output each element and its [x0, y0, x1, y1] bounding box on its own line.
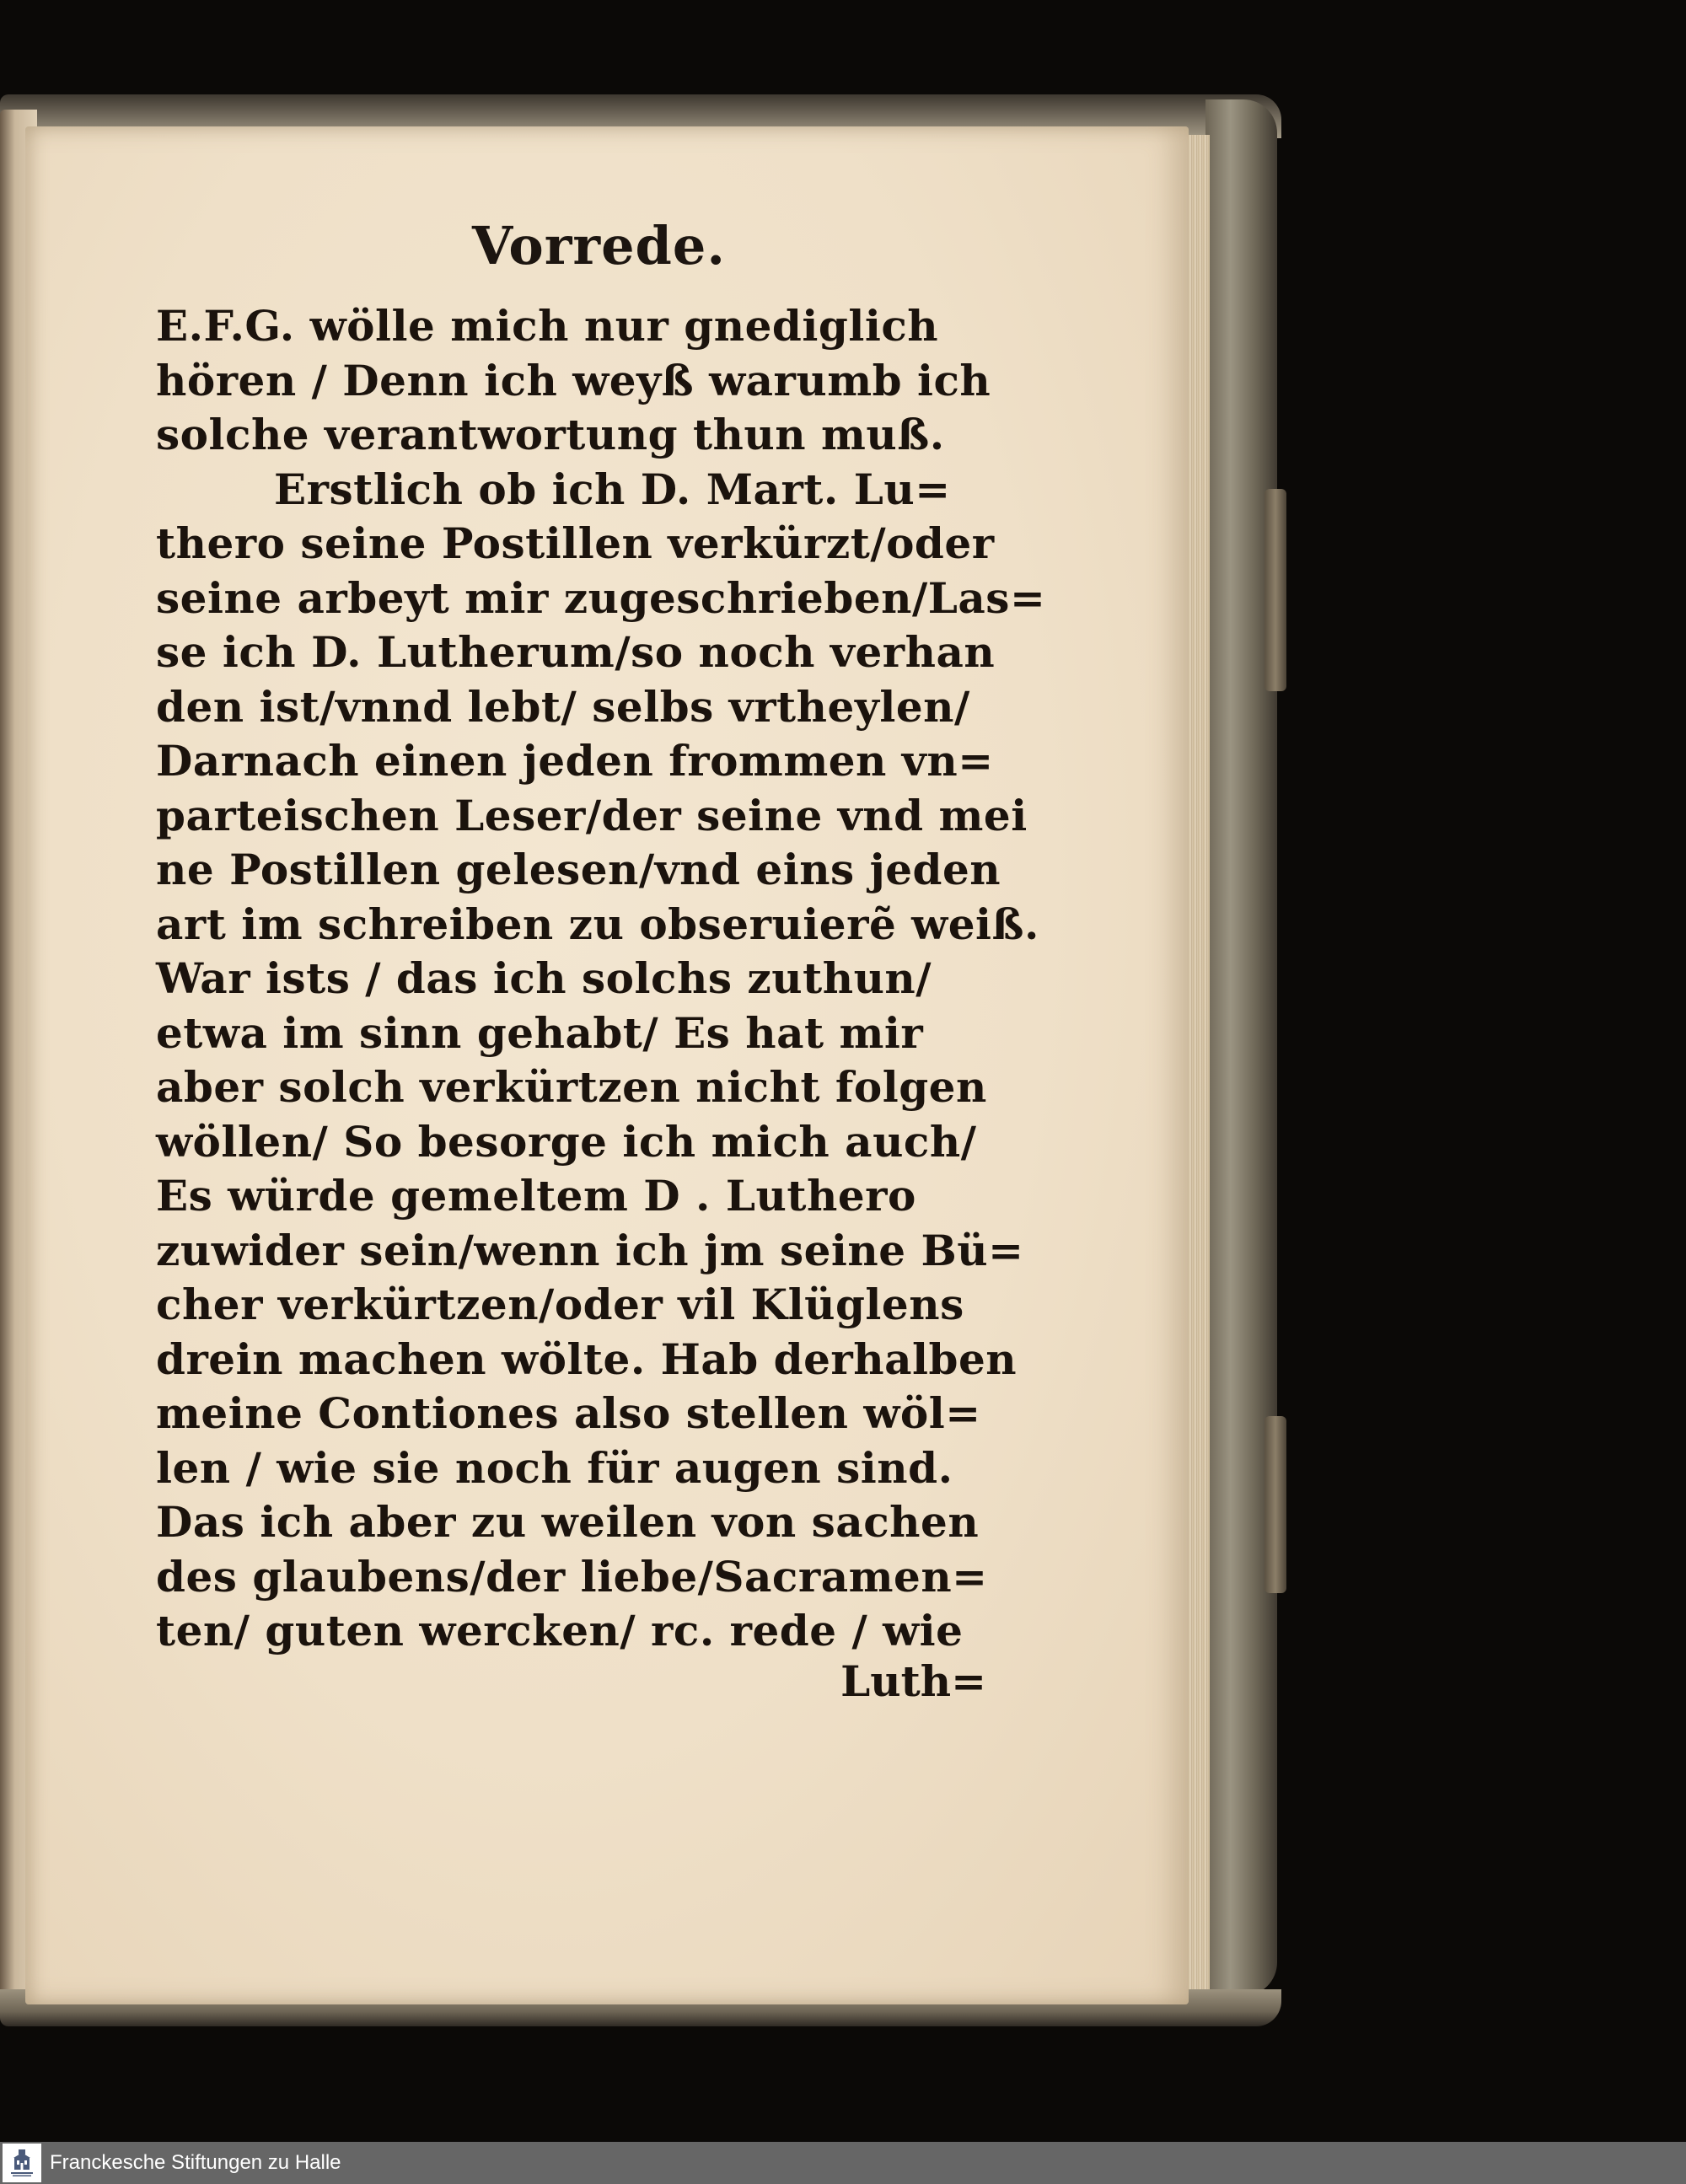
logo-graphic [9, 2148, 35, 2178]
catchword: Luth= [840, 1656, 986, 1706]
text-line: hören / Denn ich weyß warumb ich [156, 355, 991, 405]
text-line: drein machen wölte. Hab derhalben [156, 1333, 1018, 1384]
text-line: ten/ guten wercken/ rc. rede / wie [156, 1606, 964, 1655]
text-line: seine arbeyt mir zugeschrieben/Las= [156, 572, 1046, 623]
page-tab [1264, 489, 1286, 691]
text-line: Darnach einen jeden frommen vn= [156, 736, 994, 786]
text-line: len / wie sie noch für augen sind. [156, 1442, 953, 1493]
text-line: aber solch verkürtzen nicht folgen [156, 1062, 987, 1112]
text-line: War ists / das ich solchs zuthun/ [156, 953, 932, 1003]
text-line: meine Contiones also stellen wöl= [156, 1388, 981, 1438]
text-line: etwa im sinn gehabt/ Es hat mir [156, 1007, 924, 1058]
text-line: zuwider sein/wenn ich jm seine Bü= [156, 1225, 1024, 1275]
footer-bar [0, 2142, 1686, 2184]
francke-foundation-logo-icon [3, 2144, 41, 2182]
text-line: wöllen/ So besorge ich mich auch/ [156, 1116, 977, 1167]
text-line: E.F.G. wölle mich nur gnediglich [156, 301, 939, 351]
text-line: den ist/vnnd lebt/ selbs vrtheylen/ [156, 681, 970, 732]
text-line: art im schreiben zu obseruierẽ weiß. [156, 899, 1039, 949]
text-line: Es würde gemeltem D . Luthero [156, 1171, 916, 1221]
text-line: se ich D. Lutherum/so noch verhan [156, 627, 996, 677]
text-body [156, 299, 1046, 1659]
text-line: thero seine Postillen verkürzt/oder [156, 518, 995, 568]
text-line: solche verantwortung thun muß. [156, 410, 945, 459]
text-line: Erstlich ob ich D. Mart. Lu= [274, 464, 951, 514]
footer-institution-label: Franckesche Stiftungen zu Halle [50, 2151, 341, 2174]
text-line: parteischen Leser/der seine vnd mei [156, 790, 1028, 840]
text-line: ne Postillen gelesen/vnd eins jeden [156, 845, 1001, 894]
text-line: cher verkürtzen/oder vil Klüglens [156, 1280, 964, 1329]
book-fore-edge-cover [1205, 99, 1277, 1996]
text-line: des glaubens/der liebe/Sacramen= [156, 1551, 988, 1602]
running-head: Vorrede. [472, 215, 726, 276]
page-tab [1264, 1416, 1286, 1593]
text-line: Das ich aber zu weilen von sachen [156, 1497, 980, 1547]
